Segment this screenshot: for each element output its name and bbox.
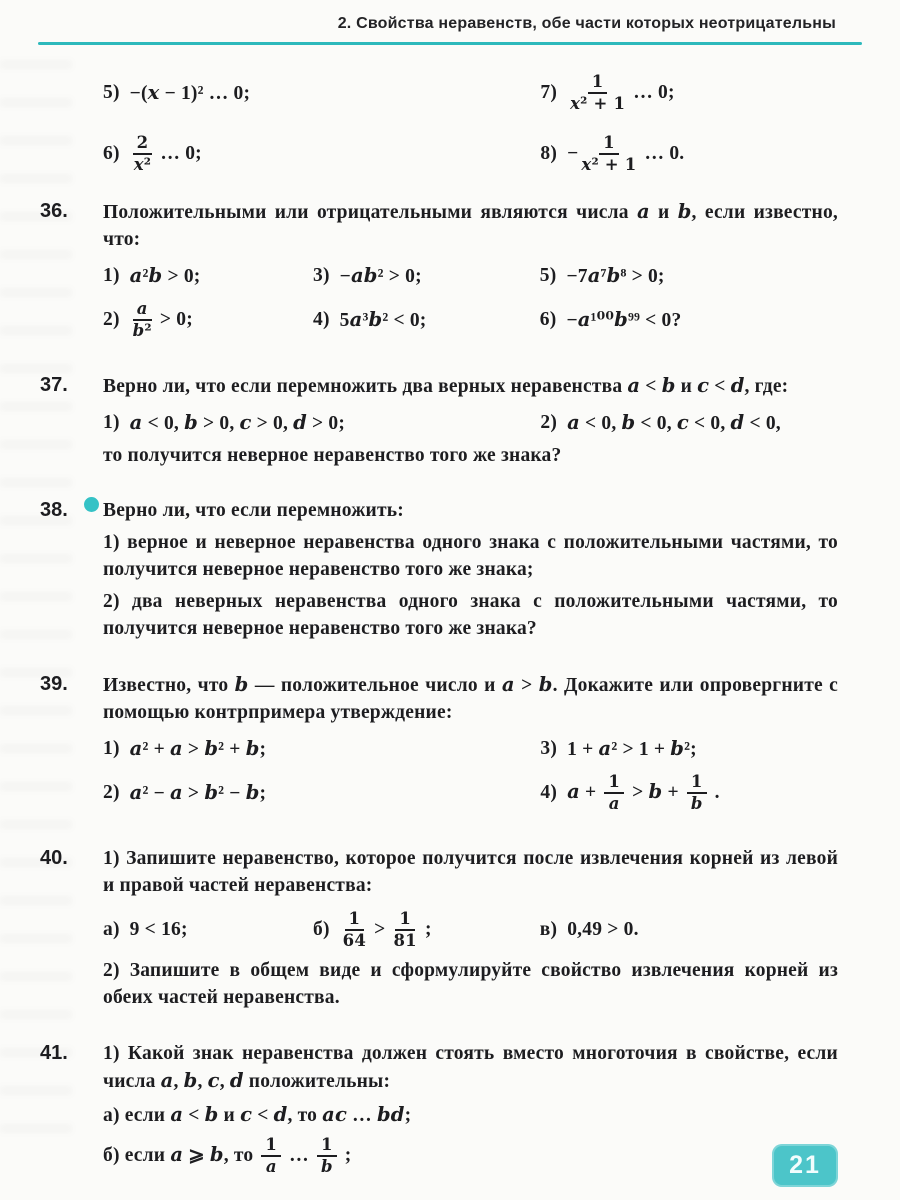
problem-item	[540, 773, 838, 814]
problem-39	[40, 672, 838, 822]
problem-number: 36.	[40, 199, 68, 222]
item-expression: a + $\frac{1}{a}$ > b + $\frac{1}{b}$ .	[567, 771, 720, 814]
item-expression: a² − a > b² − b;	[129, 781, 267, 805]
item-label: 2)	[540, 411, 558, 433]
item-expression: 0,49 > 0.	[567, 919, 639, 940]
item-label: 6)	[539, 309, 557, 331]
item-label: 6)	[103, 143, 120, 165]
problem-37	[40, 373, 838, 475]
problem-item	[540, 264, 838, 288]
item-label: 1)	[103, 737, 120, 759]
item-expression: − $\frac{1}{\text{x² + 1}}$ … 0.	[567, 132, 685, 175]
item-expression: 1 + a² > 1 + b²;	[567, 736, 697, 760]
problem-items	[103, 737, 838, 814]
problem-part1: 1) Какой знак неравенства должен стоять вместо многоточия в свойстве, если числа a, b, c, d положительны:	[103, 1043, 838, 1093]
problem-item	[103, 737, 540, 761]
item-label: а)	[103, 919, 120, 940]
problem-item	[103, 264, 313, 288]
exercise-item	[103, 73, 540, 114]
problem-paragraph: 2) два неверных неравенства одного знака с положительными частями, то получится неверное неравенство того же знака?	[103, 591, 838, 640]
page-number-badge: 21	[772, 1144, 838, 1187]
item-label: в)	[539, 919, 558, 940]
running-head: 2. Свойства неравенств, обе части которых неотрицательны	[337, 15, 836, 32]
item-expression: $\frac{1}{\text{x² + 1}}$ … 0;	[570, 72, 675, 114]
exercise-continuation-list	[103, 73, 838, 175]
problem-item	[313, 910, 540, 951]
problem-41	[40, 1041, 838, 1182]
item-label: 3)	[540, 737, 558, 759]
problem-number: 37.	[40, 373, 68, 396]
problem-item	[540, 300, 838, 341]
problem-line: а) если a < b и c < d, то ac … bd;	[103, 1103, 412, 1127]
problem-item	[103, 411, 540, 435]
item-expression: a² + a > b² + b;	[129, 736, 267, 760]
problem-part2: 2) Запишите в общем виде и сформулируйте свойство извлечения корней из обеих частей неравенства.	[103, 960, 838, 1009]
problem-36	[40, 199, 838, 349]
problem-items	[103, 910, 838, 951]
difficulty-dot-icon	[84, 497, 99, 512]
item-expression: a²b > 0;	[129, 263, 201, 287]
item-expression: −a¹⁰⁰b⁹⁹ < 0?	[566, 308, 682, 332]
problem-number: 41.	[40, 1042, 68, 1065]
problem-intro: Известно, что b — положительное число и a > b. Докажите или опровергните с помощью контрпримера утверждение:	[103, 672, 839, 723]
problem-40	[40, 846, 838, 1018]
problem-items	[103, 411, 838, 435]
item-label: 1)	[103, 411, 120, 433]
item-expression: a < 0, b > 0, c > 0, d > 0;	[129, 410, 346, 434]
header-rule	[38, 42, 862, 45]
item-label: 2)	[103, 309, 120, 331]
item-expression: −7a⁷b⁸ > 0;	[566, 263, 665, 287]
page-content	[0, 73, 900, 1182]
problem-tail: то получится неверное неравенство того же знака?	[103, 444, 562, 466]
problem-item	[103, 300, 313, 341]
item-label: 5)	[103, 82, 120, 104]
item-expression: $\frac{a}{\text{b²}}$ > 0;	[132, 298, 193, 341]
problem-item	[540, 737, 838, 761]
item-expression: a < 0, b < 0, c < 0, d < 0,	[567, 410, 781, 434]
problem-item	[103, 773, 540, 814]
item-label: 8)	[540, 143, 558, 165]
problem-paragraph: 1) верное и неверное неравенства одного знака с положительными частями, то получится неверное неравенство того же знака;	[103, 532, 838, 581]
item-expression: $\frac{2}{\text{x²}}$ … 0;	[133, 132, 202, 175]
item-label: б)	[313, 919, 330, 940]
problem-items	[103, 264, 838, 341]
item-expression: $\frac{1}{64}$ > $\frac{1}{81}$ ;	[342, 908, 432, 950]
problem-intro: Положительными или отрицательными являются числа a и b, если известно, что:	[103, 199, 838, 250]
item-label: 4)	[540, 782, 558, 804]
item-label: 3)	[313, 264, 330, 286]
item-label: 5)	[539, 264, 557, 286]
problem-item	[103, 910, 313, 951]
item-expression: 9 < 16;	[129, 919, 188, 940]
item-label: 7)	[540, 82, 558, 104]
item-expression: −ab² > 0;	[339, 263, 422, 287]
problem-number: 38.	[40, 498, 103, 648]
problem-38	[40, 498, 838, 648]
item-label: 4)	[313, 309, 330, 331]
item-label: 2)	[103, 782, 120, 804]
problem-item	[313, 264, 540, 288]
problem-intro: Верно ли, что если перемножить два верных неравенства a < b и c < d, где:	[103, 373, 789, 397]
exercise-item	[103, 134, 540, 175]
problem-item	[540, 910, 838, 951]
problem-number: 39.	[40, 672, 68, 695]
item-expression: −(x − 1)² … 0;	[129, 81, 251, 105]
exercise-item	[540, 134, 838, 175]
problem-item	[540, 411, 838, 435]
problem-number: 40.	[40, 846, 68, 869]
problem-item	[313, 300, 540, 341]
problem-part1: 1) Запишите неравенство, которое получится после извлечения корней из левой и правой частей неравенства:	[103, 847, 838, 896]
problem-intro: Верно ли, что если перемножить:	[103, 500, 404, 522]
exercise-item	[540, 73, 838, 114]
item-label: 1)	[103, 264, 120, 286]
item-expression: 5a³b² < 0;	[339, 308, 427, 332]
problem-line: б) если a ⩾ b, то $\frac{1}{a}$ … $\frac{1}{b}$ ;	[103, 1135, 352, 1177]
